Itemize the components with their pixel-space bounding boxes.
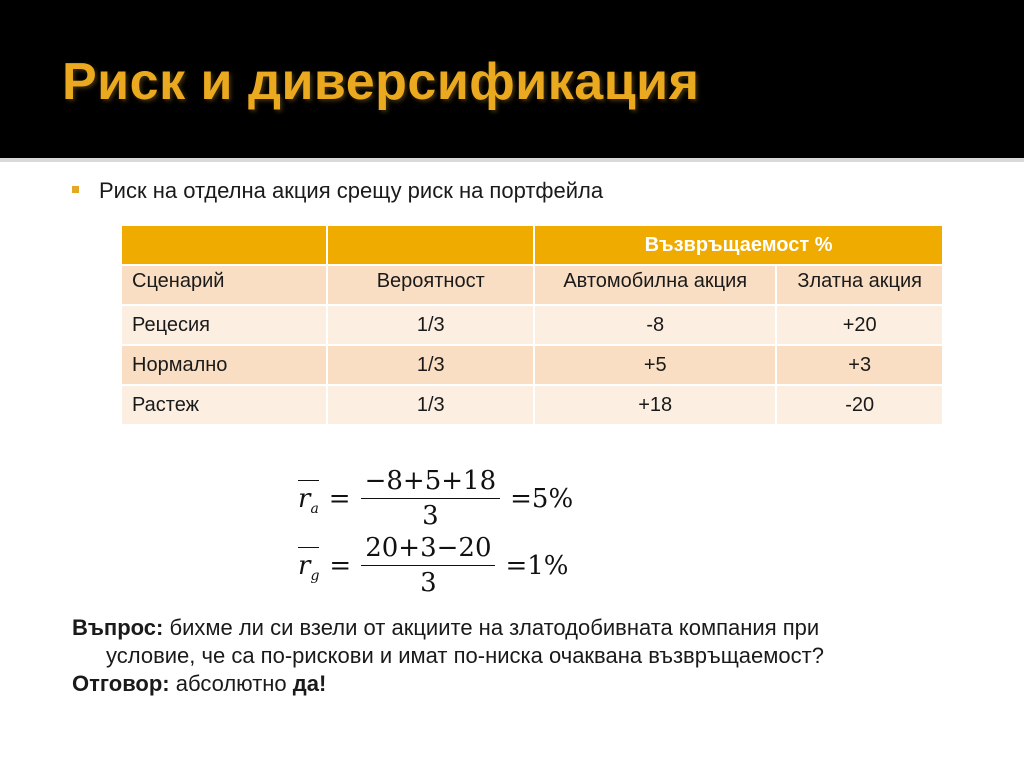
formula-rg-numerator: 20+3−20 — [361, 533, 495, 566]
formula-ra-lhs: $r_a$ — [298, 480, 319, 517]
formula-rg-denominator: 3 — [420, 568, 437, 598]
column-gold-stock: Златна акция — [776, 265, 943, 305]
table-cell: Растеж — [121, 385, 327, 425]
column-scenario: Сценарий — [121, 265, 327, 305]
answer-label: Отговор: — [72, 671, 170, 696]
formula-rg — [298, 533, 579, 598]
table-row — [121, 385, 943, 425]
formula-ra-result: =5% — [510, 483, 574, 514]
header-cell-empty-1 — [121, 225, 327, 265]
formula-rg-fraction — [361, 533, 495, 598]
question-text-1: бихме ли си взели от акциите на златодобивната компания при — [163, 615, 820, 640]
table-cell: -20 — [776, 385, 943, 425]
table-cell: 1/3 — [327, 385, 534, 425]
question-answer-block — [72, 614, 972, 698]
formula-ra-denominator: 3 — [422, 501, 439, 531]
answer-text: абсолютно — [169, 671, 293, 696]
table-cell: Рецесия — [121, 305, 327, 345]
question-line — [72, 614, 972, 642]
table-cell: Нормално — [121, 345, 327, 385]
table-cell: +20 — [776, 305, 943, 345]
formula-rg-lhs: $r_g$ — [298, 547, 319, 584]
table-row — [121, 345, 943, 385]
table-cell: +5 — [534, 345, 776, 385]
formula-rg-result: =1% — [505, 550, 569, 581]
table-cell: 1/3 — [327, 305, 534, 345]
header-cell-empty-2 — [327, 225, 534, 265]
column-auto-stock: Автомобилна акция — [534, 265, 776, 305]
slide-title: Риск и диверсификация — [62, 53, 700, 111]
answer-emphasis: да! — [292, 671, 327, 696]
bullet-text: Риск на отделна акция срещу риск на портфейла — [99, 178, 604, 203]
formula-ra-equals: = — [328, 483, 351, 514]
table-cell: +18 — [534, 385, 776, 425]
table-columns-row — [121, 265, 943, 305]
table-cell: 1/3 — [327, 345, 534, 385]
table-header-row — [121, 225, 943, 265]
header-cell-returns: Възвръщаемост % — [534, 225, 943, 265]
returns-table — [120, 224, 944, 426]
question-text-2: условие, че са по-рискови и имат по-ниска очаквана възвръщаемост? — [106, 643, 824, 668]
bullet-item — [72, 178, 603, 204]
answer-line — [72, 670, 972, 698]
formula-ra — [298, 466, 583, 531]
formula-rg-equals: = — [329, 550, 352, 581]
question-label: Въпрос: — [72, 615, 164, 640]
formula-ra-fraction — [361, 466, 501, 531]
title-divider — [0, 158, 1024, 162]
bullet-square-icon — [72, 186, 79, 193]
formula-ra-numerator: −8+5+18 — [361, 466, 501, 499]
table-cell: -8 — [534, 305, 776, 345]
column-probability: Вероятност — [327, 265, 534, 305]
table-row — [121, 305, 943, 345]
table-cell: +3 — [776, 345, 943, 385]
